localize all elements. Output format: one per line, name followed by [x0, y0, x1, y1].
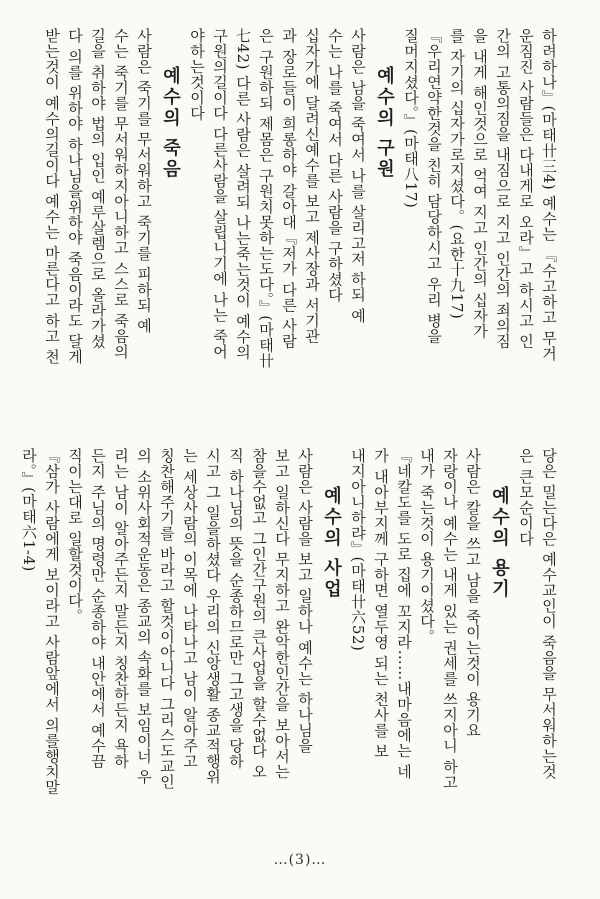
- text-column: 든지 주님의 명령만 순종하야 내안에서 예수끔: [89, 448, 107, 769]
- text-column: 사람은 죽기를 무서워하고 죽기를 피하되 예: [135, 28, 153, 334]
- upper-text-block: [40, 28, 560, 420]
- text-column: 시고 그 일을하셨다 우리의 신앙생활 종교적행위: [204, 448, 222, 785]
- text-column: 『우리연약한것을 친히 담당하시고 우리 병을: [425, 28, 443, 344]
- text-column: 수는 나를 죽여서 다른 사람을 구하셨다: [326, 28, 344, 303]
- text-column: 간의 고통의짐을 내짐으로 지고 인간의 죄의짐: [494, 28, 512, 349]
- page-number: …(3)…: [273, 852, 327, 868]
- text-column: 당은 밀는다은 예수교인이 죽음을 무서워하는것: [540, 448, 558, 780]
- section-heading: 예수의 용기: [489, 486, 510, 601]
- text-column: 야하는것이다: [188, 28, 206, 121]
- text-column: 는 세상사람의 이목에 나타나고 남이 알아주고: [181, 448, 199, 769]
- text-column: 『네칼도를 도로 집에 꼬지라……내마음에는 네: [395, 448, 413, 780]
- text-column: 운짐진 사람들은 다내게로 오라』고 하시고 인: [517, 28, 535, 349]
- text-column: 과 장로들이 희롱하야 갈아대『저가 다른 사람: [280, 28, 298, 349]
- text-column: 을 내게 해인것으로 억여 지고 인간의 십자가: [471, 28, 489, 339]
- text-column: 수는 죽기를 무서워하지아니하고 스스로 죽음의: [112, 28, 130, 360]
- text-column: 은 큰모순이다: [517, 448, 535, 547]
- section-heading: 예수의 구원: [374, 66, 395, 181]
- text-column: 를 자기의 십자가로지셨다。(요한十九17): [448, 28, 466, 320]
- text-column: 내가 죽는것이 용기이셨다。: [418, 448, 436, 645]
- text-column: 다 의를 위하야 하나님을위하야 죽음이라도 달게: [66, 28, 84, 365]
- text-column: 보고 일하신다 무지하고 완악한인간을 보아서는: [273, 448, 291, 780]
- text-column: 참을수없고 그인간구원의 큰사업을 할수없다 오: [250, 448, 268, 780]
- text-column: 『삼가 사람에게 보이라고 사람앞에서 의를행치말: [43, 448, 61, 795]
- text-column: 사람은 남을 죽여서 나를 살리고저 하되 예: [349, 28, 367, 324]
- text-column: 내지아니하랴』(마태卄六52): [349, 448, 367, 652]
- lower-text-block: [20, 448, 560, 843]
- text-column: 하려하나』(마태卄三4) 예수는 『수고하고 무거: [540, 28, 558, 362]
- text-column: 십자가에 달려신예수를 보고 제사장과 서기관: [303, 28, 321, 344]
- text-column: 받는것이 예수의길이다 예수는 마른다고 하고 천: [43, 28, 61, 365]
- text-column: 직이는대로 일할것이다。: [66, 448, 84, 624]
- text-column: 직 하나님의 뜻을 순종하므로만 그고생을 당하: [227, 448, 245, 769]
- text-column: 의 소위사회적운동은 종교의 속화를 보임이너 우: [135, 448, 153, 785]
- text-column: 七42) 다른 사람은 살려되 나는죽는것이 예수의: [234, 28, 252, 360]
- section-heading: 예수의 사업: [321, 486, 342, 601]
- text-column: 구원의길이다 다른사람을 살립니기에 나는 죽어: [211, 28, 229, 360]
- text-column: 사람은 사람을 보고 일하나 예수는 하나님을: [296, 448, 314, 754]
- text-column: 자랑이나 예수는 내게 있는 권세를 쓰지아니 하고: [441, 448, 459, 790]
- text-column: 가 내아부지께 구하면 열두영 되는 천사를 보: [372, 448, 390, 759]
- text-column: 질머지셨다。』(마태八17): [402, 28, 420, 209]
- text-column: 라。』(마태六1-4): [20, 448, 38, 572]
- text-column: 사람은 칼을 쓰고 남을 죽이는것이 용기요: [464, 448, 482, 738]
- text-column: 길을 취하야 법의 입인 예루살렘으로 올라가셨: [89, 28, 107, 349]
- text-column: 리는 남이 알아주든지 말든지 칭찬하든지 욕하: [112, 448, 130, 769]
- text-column: 은 구원하되 제몸은 구원치못하는도다。』(마태卄: [257, 28, 275, 369]
- section-heading: 예수의 죽음: [160, 66, 181, 181]
- text-column: 칭찬해주기를 바라고 할것이아니다 그리스도교인: [158, 448, 176, 790]
